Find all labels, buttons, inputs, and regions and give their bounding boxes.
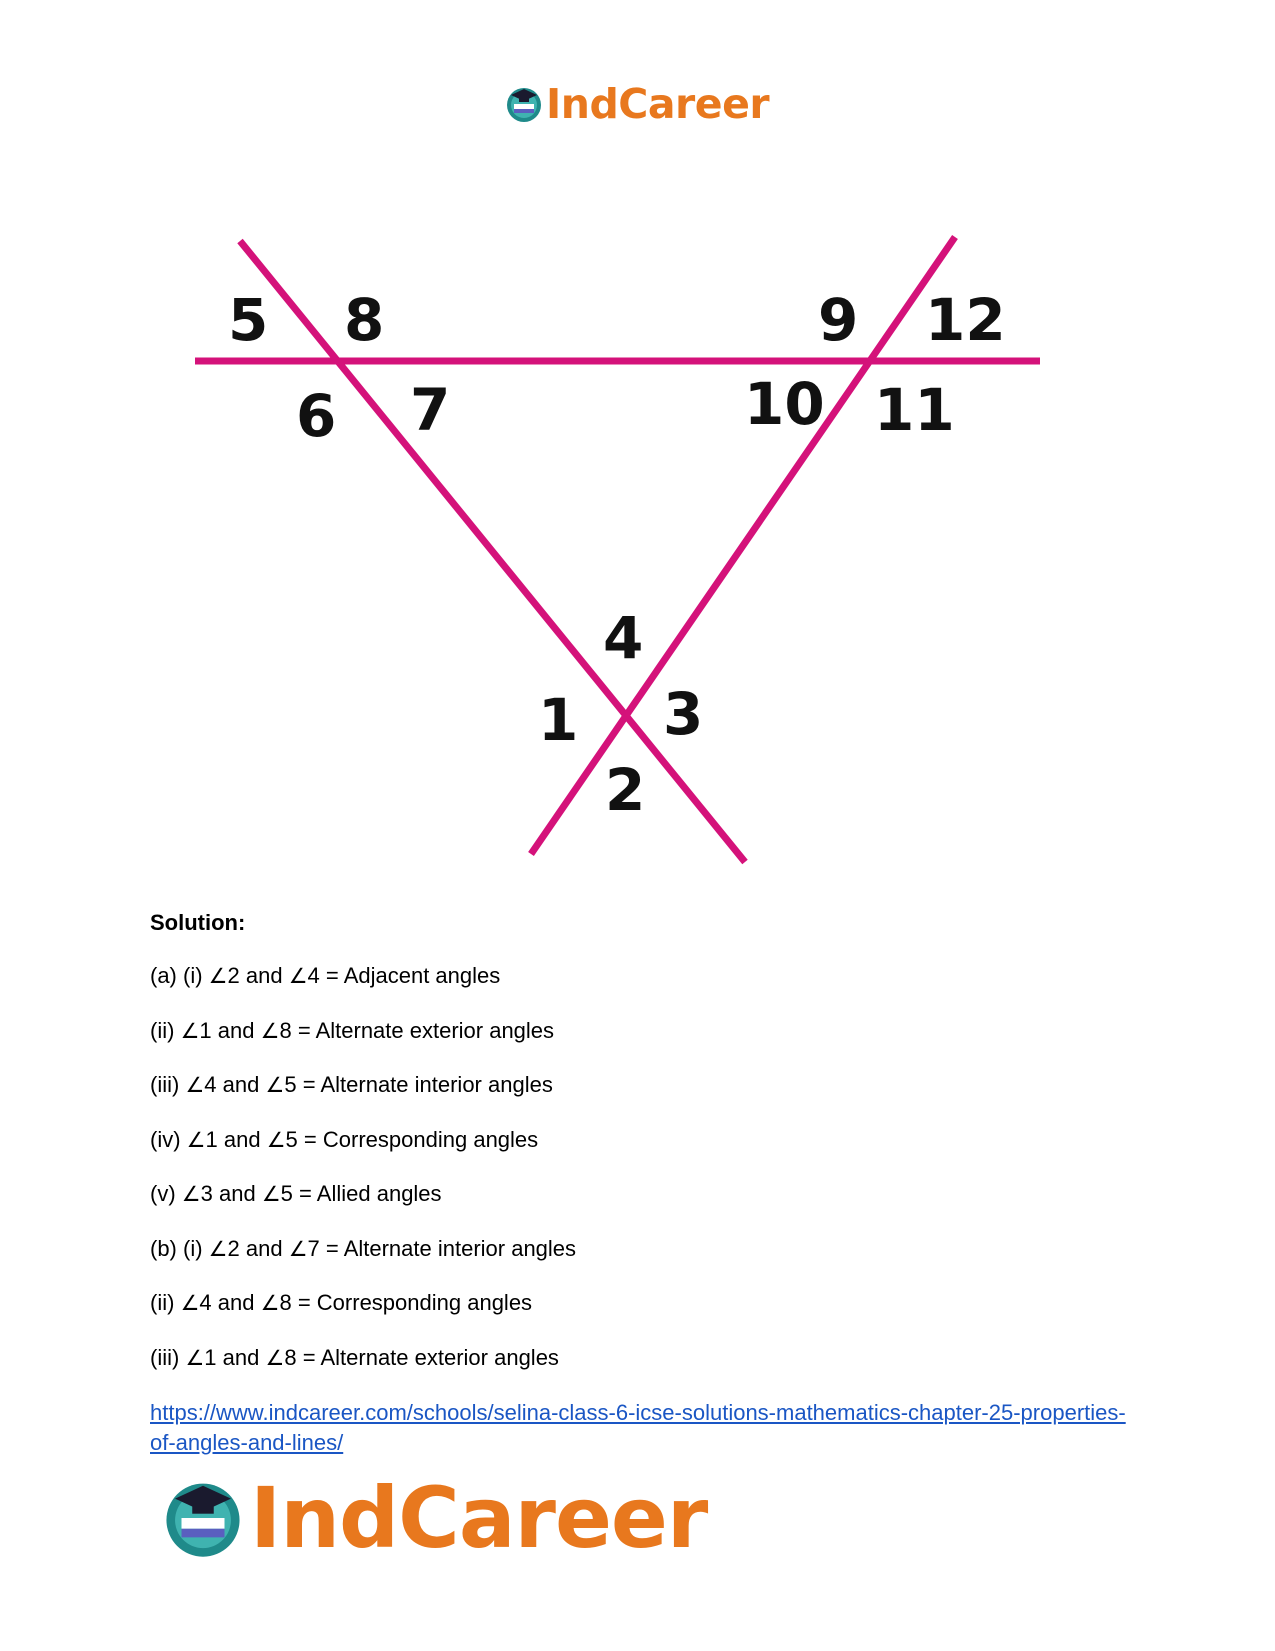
solution-result: Corresponding angles bbox=[316, 1290, 533, 1315]
equals-sign: = bbox=[297, 1017, 311, 1043]
solution-result: Alternate interior angles bbox=[320, 1072, 553, 1097]
solution-prefix: (a) (i) bbox=[150, 963, 203, 988]
angle-label-5: 5 bbox=[228, 286, 269, 354]
angle-b: 4 bbox=[307, 963, 320, 988]
solution-result: Allied angles bbox=[316, 1181, 442, 1206]
solution-result: Corresponding angles bbox=[322, 1126, 539, 1152]
angle-label-2: 2 bbox=[605, 756, 646, 824]
angle-symbol: ∠ bbox=[288, 1236, 308, 1261]
graduation-cap-globe-icon bbox=[160, 1475, 246, 1561]
solution-prefix: (ii) bbox=[150, 1017, 175, 1043]
angle-b: 5 bbox=[280, 1181, 293, 1206]
equals-sign: = bbox=[325, 1235, 339, 1261]
angle-label-9: 9 bbox=[818, 286, 859, 354]
equals-sign: = bbox=[303, 1126, 317, 1152]
solution-line bbox=[150, 1345, 559, 1371]
angle-symbol: ∠ bbox=[265, 1345, 285, 1370]
angle-symbol: ∠ bbox=[288, 964, 308, 988]
angle-label-12: 12 bbox=[925, 286, 1006, 354]
angle-symbol: ∠ bbox=[208, 964, 228, 988]
angle-symbol: ∠ bbox=[185, 1345, 205, 1370]
angle-b: 8 bbox=[284, 1344, 297, 1370]
angle-label-7: 7 bbox=[410, 376, 451, 444]
solution-line bbox=[150, 1181, 442, 1207]
angle-symbol: ∠ bbox=[185, 1073, 205, 1097]
right-transversal bbox=[531, 237, 955, 854]
solution-prefix: (ii) bbox=[150, 1290, 175, 1315]
connector: and bbox=[222, 1344, 260, 1370]
equals-sign: = bbox=[325, 963, 339, 988]
footer-logo bbox=[160, 1468, 707, 1568]
solution-line bbox=[150, 1018, 554, 1044]
connector: and bbox=[218, 1181, 256, 1206]
solution-result: Alternate exterior angles bbox=[315, 1017, 555, 1043]
angle-a: 4 bbox=[199, 1290, 212, 1315]
connector: and bbox=[217, 1017, 255, 1043]
solution-line bbox=[150, 1236, 576, 1262]
solution-prefix: (iii) bbox=[150, 1344, 180, 1370]
angle-b: 7 bbox=[307, 1235, 320, 1261]
solution-line bbox=[150, 963, 500, 989]
angle-symbol: ∠ bbox=[181, 1182, 201, 1206]
solution-prefix: (b) (i) bbox=[150, 1235, 203, 1261]
logo-wordmark: IndCareer bbox=[546, 80, 770, 128]
solution-prefix: (iv) bbox=[150, 1126, 181, 1152]
angle-symbol: ∠ bbox=[186, 1127, 206, 1152]
angle-a: 2 bbox=[227, 1235, 240, 1261]
angle-label-10: 10 bbox=[744, 370, 825, 438]
solution-result: Alternate interior angles bbox=[343, 1235, 577, 1261]
source-link[interactable]: https://www.indcareer.com/schools/selina-class-6-icse-solutions-mathematics-chapter-25-properties-of-angles-and-lines/ bbox=[150, 1400, 1126, 1455]
solution-result: Alternate exterior angles bbox=[320, 1344, 559, 1370]
left-transversal bbox=[240, 241, 745, 862]
angle-a: 4 bbox=[204, 1072, 217, 1097]
angle-b: 8 bbox=[279, 1017, 292, 1043]
connector: and bbox=[245, 1235, 283, 1261]
connector: and bbox=[223, 1126, 261, 1152]
angle-symbol: ∠ bbox=[180, 1018, 200, 1043]
angle-symbol: ∠ bbox=[260, 1018, 280, 1043]
equals-sign: = bbox=[297, 1290, 311, 1315]
angle-symbol: ∠ bbox=[208, 1236, 228, 1261]
logo-wordmark: IndCareer bbox=[250, 1469, 708, 1567]
equals-sign: = bbox=[302, 1072, 316, 1097]
angle-label-11: 11 bbox=[874, 376, 955, 444]
angle-symbol: ∠ bbox=[265, 1073, 285, 1097]
angle-label-1: 1 bbox=[538, 686, 579, 754]
solution-line bbox=[150, 1290, 532, 1316]
angle-a: 3 bbox=[200, 1181, 213, 1206]
angle-b: 5 bbox=[285, 1126, 298, 1152]
connector: and bbox=[245, 963, 283, 988]
angle-a: 1 bbox=[204, 1344, 217, 1370]
connector: and bbox=[217, 1290, 255, 1315]
angle-b: 5 bbox=[284, 1072, 297, 1097]
angle-symbol: ∠ bbox=[260, 1291, 280, 1315]
angle-a: 2 bbox=[227, 963, 240, 988]
solution-heading: Solution: bbox=[150, 910, 246, 935]
angle-b: 8 bbox=[279, 1290, 292, 1315]
angle-label-3: 3 bbox=[663, 680, 704, 748]
solution-prefix: (iii) bbox=[150, 1072, 180, 1097]
equals-sign: = bbox=[299, 1181, 312, 1206]
angle-a: 1 bbox=[199, 1017, 212, 1043]
connector: and bbox=[222, 1072, 260, 1097]
equals-sign: = bbox=[302, 1344, 316, 1370]
angle-symbol: ∠ bbox=[261, 1182, 281, 1206]
solution-result: Adjacent angles bbox=[343, 963, 501, 988]
angle-a: 1 bbox=[205, 1126, 218, 1152]
angle-label-6: 6 bbox=[296, 382, 337, 450]
angle-label-8: 8 bbox=[344, 286, 385, 354]
angle-symbol: ∠ bbox=[180, 1291, 200, 1315]
solution-line bbox=[150, 1127, 538, 1153]
angle-label-4: 4 bbox=[603, 604, 644, 672]
angle-symbol: ∠ bbox=[266, 1127, 286, 1152]
solution-prefix: (v) bbox=[150, 1181, 176, 1206]
solution-line bbox=[150, 1072, 553, 1098]
